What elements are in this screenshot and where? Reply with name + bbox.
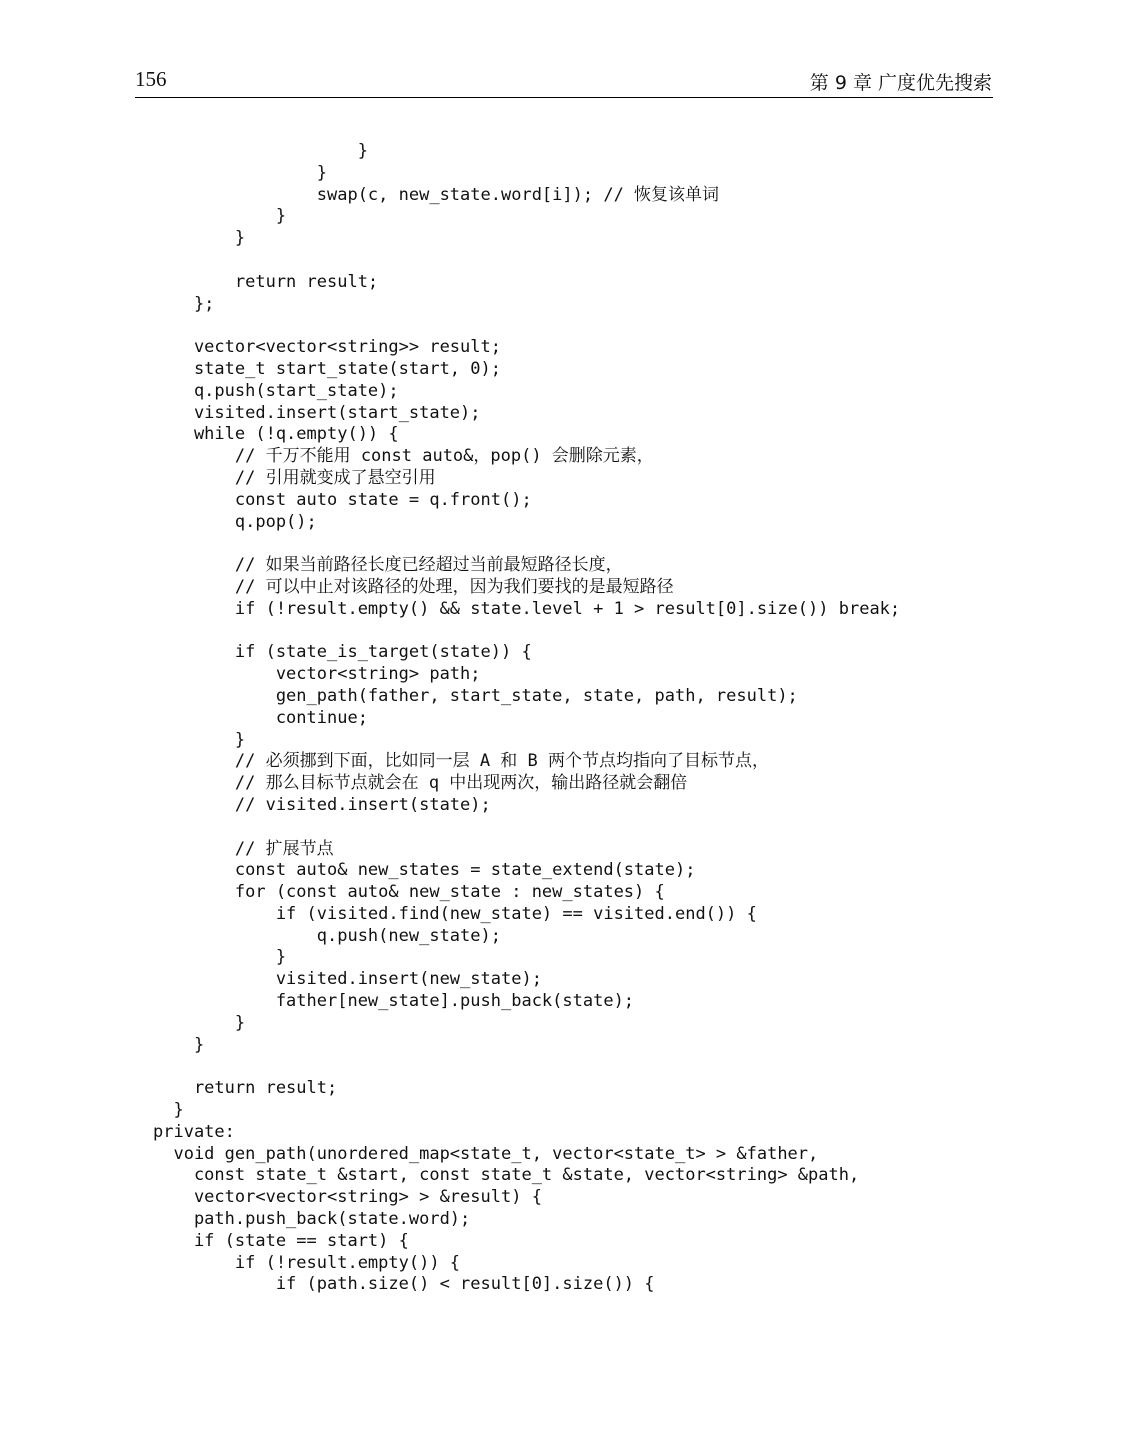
code-line: if (state == start) {: [153, 1230, 409, 1251]
code-line: }: [153, 1012, 246, 1033]
code-line: // 必须挪到下面，比如同一层 A 和 B 两个节点均指向了目标节点，: [153, 751, 769, 772]
code-line: }: [153, 729, 246, 750]
code-listing: [153, 141, 900, 1296]
page-number: 156: [135, 67, 167, 91]
code-line: [153, 1056, 900, 1078]
code-line: const state_t &start, const state_t &state, vector<string> &path,: [153, 1165, 860, 1186]
code-line: if (!result.empty() && state.level + 1 > result[0].size()) break;: [153, 598, 901, 619]
code-line: }: [153, 206, 287, 227]
code-line: // 引用就变成了悬空引用: [153, 467, 436, 488]
code-line: // 如果当前路径长度已经超过当前最短路径长度，: [153, 555, 623, 576]
code-line: if (!result.empty()) {: [153, 1252, 461, 1273]
code-line: father[new_state].push_back(state);: [153, 991, 635, 1012]
code-line: [153, 533, 900, 555]
code-line: }: [153, 141, 368, 161]
code-line: [153, 315, 900, 337]
code-line: // visited.insert(state);: [153, 794, 491, 815]
code-line: [153, 621, 900, 643]
code-line: vector<vector<string> > &result) {: [153, 1187, 542, 1208]
code-line: swap(c, new_state.word[i]); // 恢复该单词: [153, 184, 720, 205]
code-line: // 千万不能用 const auto&，pop() 会删除元素，: [153, 446, 654, 467]
code-line: }: [153, 1034, 205, 1055]
code-line: if (path.size() < result[0].size()) {: [153, 1274, 655, 1295]
code-line: };: [153, 293, 215, 314]
code-line: gen_path(father, start_state, state, path, result);: [153, 685, 798, 706]
code-line: if (state_is_target(state)) {: [153, 642, 532, 663]
code-line: return result;: [153, 1078, 338, 1099]
code-line: const auto& new_states = state_extend(state);: [153, 860, 696, 881]
code-line: q.pop();: [153, 511, 317, 532]
code-line: // 扩展节点: [153, 838, 334, 859]
code-line: void gen_path(unordered_map<state_t, vector<state_t> > &father,: [153, 1143, 819, 1164]
code-line: visited.insert(start_state);: [153, 402, 481, 423]
code-line: [153, 250, 900, 272]
code-line: vector<vector<string>> result;: [153, 337, 501, 358]
code-line: q.push(start_state);: [153, 380, 399, 401]
code-line: return result;: [153, 271, 379, 292]
code-line: state_t start_state(start, 0);: [153, 358, 501, 379]
code-line: const auto state = q.front();: [153, 489, 532, 510]
code-line: vector<string> path;: [153, 664, 481, 685]
code-line: while (!q.empty()) {: [153, 424, 399, 445]
code-line: visited.insert(new_state);: [153, 969, 542, 990]
code-line: if (visited.find(new_state) == visited.end()) {: [153, 903, 757, 924]
code-line: continue;: [153, 707, 368, 728]
code-line: [153, 817, 900, 839]
code-line: private:: [153, 1121, 235, 1142]
chapter-title: 第 9 章 广度优先搜索: [809, 72, 992, 94]
header-rule: [135, 97, 993, 98]
code-line: }: [153, 947, 287, 968]
code-line: path.push_back(state.word);: [153, 1209, 471, 1230]
code-line: }: [153, 162, 327, 183]
code-line: }: [153, 1100, 184, 1121]
code-line: // 那么目标节点就会在 q 中出现两次，输出路径就会翻倍: [153, 773, 688, 794]
code-line: // 可以中止对该路径的处理，因为我们要找的是最短路径: [153, 576, 674, 597]
code-line: q.push(new_state);: [153, 925, 501, 946]
code-line: for (const auto& new_state : new_states) {: [153, 882, 665, 903]
code-line: }: [153, 228, 246, 249]
